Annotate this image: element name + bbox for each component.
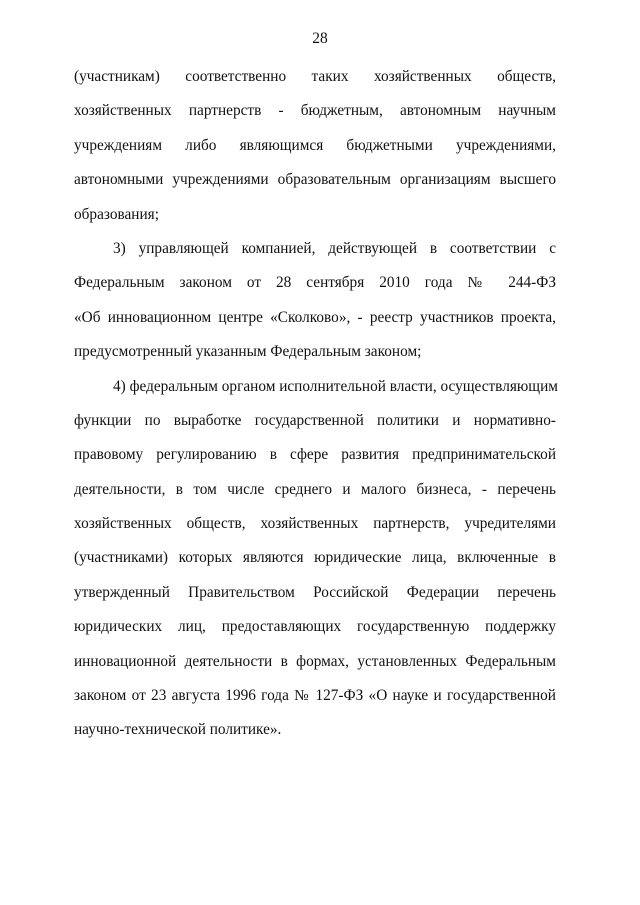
text-line: 3) управляющей компанией, действующей в соответствии с [113, 239, 556, 257]
text-line: Федеральным законом от 28 сентября 2010 года № 244-ФЗ [74, 274, 556, 292]
paragraph [74, 373, 556, 751]
paragraph [74, 63, 556, 235]
text-line: «Об инновационном центре «Сколково», - реестр участников проекта, [74, 308, 556, 326]
text-line: деятельности, в том числе среднего и малого бизнеса, - перечень [74, 480, 556, 498]
text-line: образования; [74, 205, 159, 223]
text-line: предусмотренный указанным Федеральным законом; [74, 343, 422, 361]
text-line: правовому регулированию в сфере развития предпринимательской [74, 446, 556, 464]
document-body [74, 63, 556, 751]
text-line: функции по выработке государственной политики и нормативно- [74, 411, 556, 429]
text-line: (участникам) соответственно таких хозяйственных обществ, [74, 68, 556, 85]
text-line: утвержденный Правительством Российской Федерации перечень [74, 583, 556, 601]
text-line: юридических лиц, предоставляющих государственную поддержку [74, 618, 556, 636]
paragraph [74, 235, 556, 373]
text-line: инновационной деятельности в формах, установленных Федеральным [74, 652, 556, 670]
text-line: хозяйственных партнерств - бюджетным, автономным научным [74, 102, 556, 120]
text-line: хозяйственных обществ, хозяйственных партнерств, учредителями [74, 515, 556, 533]
text-line: автономными учреждениями образовательным организациям высшего [74, 171, 556, 189]
text-line: (участниками) которых являются юридические лица, включенные в [74, 549, 556, 567]
text-line: 4) федеральным органом исполнительной власти, осуществляющим [113, 377, 558, 395]
text-line: научно-технической политике». [74, 721, 282, 739]
text-line: учреждениям либо являющимся бюджетными учреждениями, [74, 136, 556, 154]
page-number: 28 [312, 30, 328, 47]
text-line: законом от 23 августа 1996 года № 127-ФЗ «О науке и государственной [74, 687, 556, 705]
